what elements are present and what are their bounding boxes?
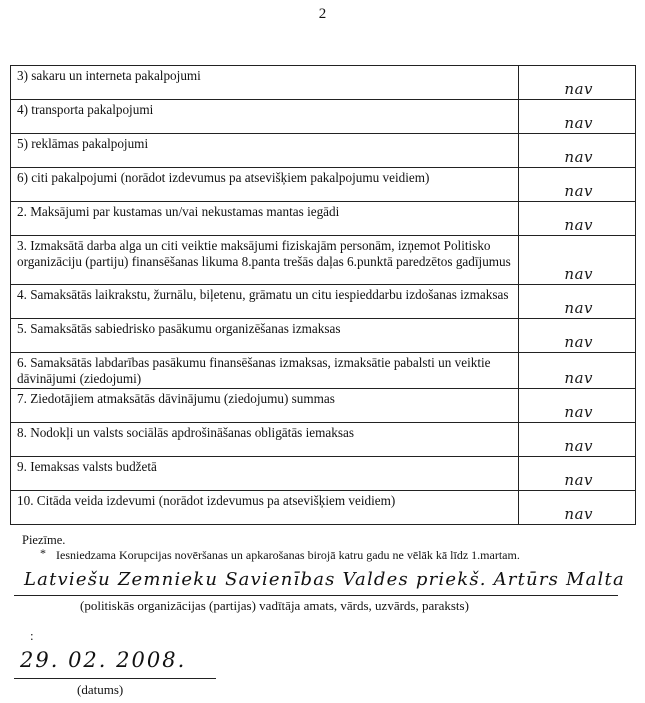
row-value-handwriting: nav [564, 505, 593, 523]
row-value-cell [519, 100, 636, 134]
table-row [11, 423, 636, 457]
row-value-cell [519, 491, 636, 525]
note-text: Iesniedzama Korupcijas novēršanas un apkarošanas birojā katru gadu ne vēlāk kā līdz 1.martam. [56, 548, 520, 562]
row-value-handwriting: nav [564, 437, 593, 455]
expenses-table-body [11, 66, 636, 525]
row-value-cell [519, 285, 636, 319]
footnote-star: * [40, 546, 46, 560]
row-value-handwriting: nav [564, 216, 593, 234]
row-label: 7. Ziedotājiem atmaksātās dāvinājumu (ziedojumu) summas [11, 389, 519, 423]
row-value-cell [519, 134, 636, 168]
row-value-cell [519, 168, 636, 202]
row-label: 5) reklāmas pakalpojumi [11, 134, 519, 168]
table-row [11, 236, 636, 285]
date-handwriting: 29. 02. 2008. [20, 648, 187, 672]
table-row [11, 319, 636, 353]
row-label: 6. Samaksātās labdarības pasākumu finansēšanas izmaksas, izmaksātie pabalsti un veiktie dāvinājumi (ziedojumi) [11, 353, 519, 389]
table-row [11, 491, 636, 525]
table-row [11, 389, 636, 423]
row-value-cell [519, 236, 636, 285]
table-row [11, 457, 636, 491]
row-value-handwriting: nav [564, 403, 593, 421]
row-value-cell [519, 66, 636, 100]
row-value-handwriting: nav [564, 333, 593, 351]
row-value-handwriting: nav [564, 80, 593, 98]
signature-handwriting: Latviešu Zemnieku Savienības Valdes priekš. Artūrs Malta [24, 569, 625, 590]
row-label: 5. Samaksātās sabiedrisko pasākumu organizēšanas izmaksas [11, 319, 519, 353]
row-label: 2. Maksājumi par kustamas un/vai nekustamas mantas iegādi [11, 202, 519, 236]
row-value-cell [519, 353, 636, 389]
row-value-handwriting: nav [564, 299, 593, 317]
row-value-handwriting: nav [564, 182, 593, 200]
row-label: 6) citi pakalpojumi (norādot izdevumus pa atsevišķiem pakalpojumu veidiem) [11, 168, 519, 202]
note-title: Piezīme. [22, 533, 66, 547]
row-value-cell [519, 423, 636, 457]
row-label: 3) sakaru un interneta pakalpojumi [11, 66, 519, 100]
date-line [14, 648, 216, 679]
page-number: 2 [318, 6, 327, 22]
row-value-handwriting: nav [564, 265, 593, 283]
table-row [11, 66, 636, 100]
row-label: 4. Samaksātās laikrakstu, žurnālu, biļetenu, grāmatu un citu iespieddarbu izdošanas izmaksas [11, 285, 519, 319]
table-row [11, 353, 636, 389]
row-value-handwriting: nav [564, 471, 593, 489]
date-caption: (datums) [77, 682, 124, 697]
row-value-handwriting: nav [564, 114, 593, 132]
row-label: 4) transporta pakalpojumi [11, 100, 519, 134]
signature-caption: (politiskās organizācijas (partijas) vadītāja amats, vārds, uzvārds, paraksts) [80, 598, 469, 613]
row-value-handwriting: nav [564, 369, 593, 387]
note-text-block [40, 546, 520, 563]
row-value-handwriting: nav [564, 148, 593, 166]
row-label: 9. Iemaksas valsts budžetā [11, 457, 519, 491]
row-label: 3. Izmaksātā darba alga un citi veiktie maksājumi fiziskajām personām, izņemot Politisko organizāciju (partiju) finansēšanas likuma 8.panta trešās daļas 6.punktā paredzētos gadījumus [11, 236, 519, 285]
row-label: 10. Citāda veida izdevumi (norādot izdevumus pa atsevišķiem veidiem) [11, 491, 519, 525]
row-value-cell [519, 389, 636, 423]
row-value-cell [519, 457, 636, 491]
table-row [11, 134, 636, 168]
table-row [11, 100, 636, 134]
date-colon: : [30, 628, 34, 643]
table-row [11, 285, 636, 319]
row-label: 8. Nodokļi un valsts sociālās apdrošināšanas obligātās iemaksas [11, 423, 519, 457]
row-value-cell [519, 202, 636, 236]
row-value-cell [519, 319, 636, 353]
expenses-table [10, 65, 636, 525]
table-row [11, 202, 636, 236]
signature-line [14, 569, 625, 596]
table-row [11, 168, 636, 202]
